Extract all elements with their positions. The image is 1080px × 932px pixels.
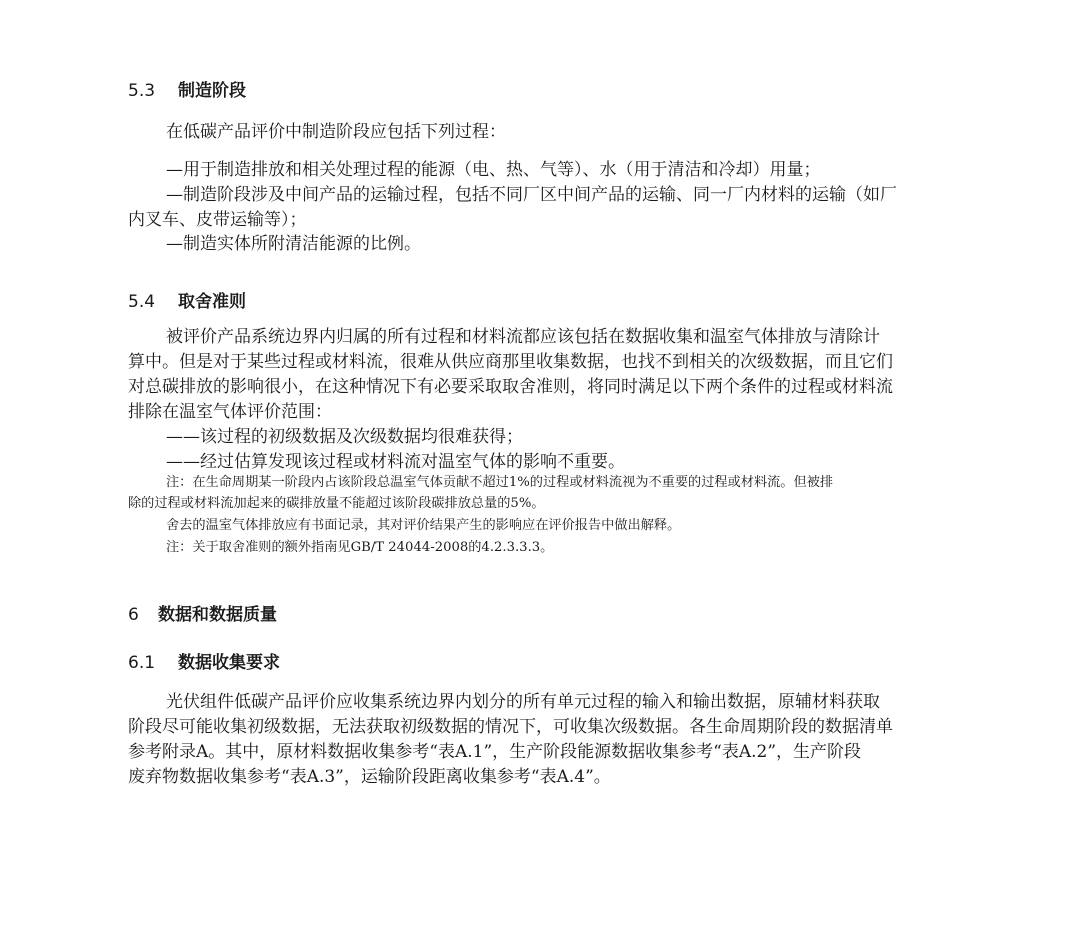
paragraph-line: 参考附录A。其中，原材料数据收集参考“表A.1”，生产阶段能源数据收集参考“表A.2”，生产阶段 (128, 742, 862, 762)
note-line: 除的过程或材料流加起来的碳排放量不能超过该阶段碳排放总量的5%。 (128, 496, 545, 511)
paragraph-line: 废弃物数据收集参考“表A.3”，运输阶段距离收集参考“表A.4”。 (128, 767, 611, 787)
list-item: ——该过程的初级数据及次级数据均很难获得； (166, 427, 523, 447)
paragraph-line: 排除在温室气体评价范围： (128, 402, 332, 422)
heading-title: 制造阶段 (178, 81, 246, 101)
paragraph-line: 被评价产品系统边界内归属的所有过程和材料流都应该包括在数据收集和温室气体排放与清除计 (166, 327, 880, 347)
list-item-continuation: 内叉车、皮带运输等）； (128, 210, 307, 230)
heading-number: 5.3 (128, 81, 156, 101)
paragraph-line: 算中。但是对于某些过程或材料流，很难从供应商那里收集数据，也找不到相关的次级数据，而且它们 (128, 352, 893, 372)
heading-6 (128, 604, 277, 626)
paragraph-line: 对总碳排放的影响很小，在这种情况下有必要采取取舍准则，将同时满足以下两个条件的过程或材料流 (128, 377, 893, 397)
heading-title: 数据收集要求 (178, 653, 280, 673)
heading-number: 5.4 (128, 292, 156, 312)
list-item: —用于制造排放和相关处理过程的能源（电、热、气等）、水（用于清洁和冷却）用量； (166, 160, 821, 180)
note-line: 注：在生命周期某一阶段内占该阶段总温室气体贡献不超过1%的过程或材料流视为不重要的过程或材料流。但被排 (166, 475, 834, 490)
list-item: ——经过估算发现该过程或材料流对温室气体的影响不重要。 (166, 452, 625, 472)
heading-number: 6.1 (128, 653, 156, 673)
heading-number: 6 (128, 605, 139, 625)
heading-5-4 (128, 291, 246, 313)
heading-title: 取舍准则 (178, 292, 246, 312)
heading-6-1 (128, 652, 280, 674)
paragraph-line: 在低碳产品评价中制造阶段应包括下列过程： (166, 122, 506, 142)
list-item: —制造阶段涉及中间产品的运输过程，包括不同厂区中间产品的运输、同一厂内材料的运输（如厂 (166, 185, 897, 205)
heading-title: 数据和数据质量 (158, 605, 277, 625)
paragraph-line: 光伏组件低碳产品评价应收集系统边界内划分的所有单元过程的输入和输出数据，原辅材料获取 (166, 692, 880, 712)
heading-5-3 (128, 80, 246, 102)
paragraph-line: 阶段尽可能收集初级数据，无法获取初级数据的情况下，可收集次级数据。各生命周期阶段的数据清单 (128, 717, 893, 737)
note-line: 注：关于取舍准则的额外指南见GB/T 24044-2008的4.2.3.3.3。 (166, 540, 554, 555)
note-line: 舍去的温室气体排放应有书面记录，其对评价结果产生的影响应在评价报告中做出解释。 (166, 518, 681, 533)
list-item: —制造实体所附清洁能源的比例。 (166, 234, 421, 254)
